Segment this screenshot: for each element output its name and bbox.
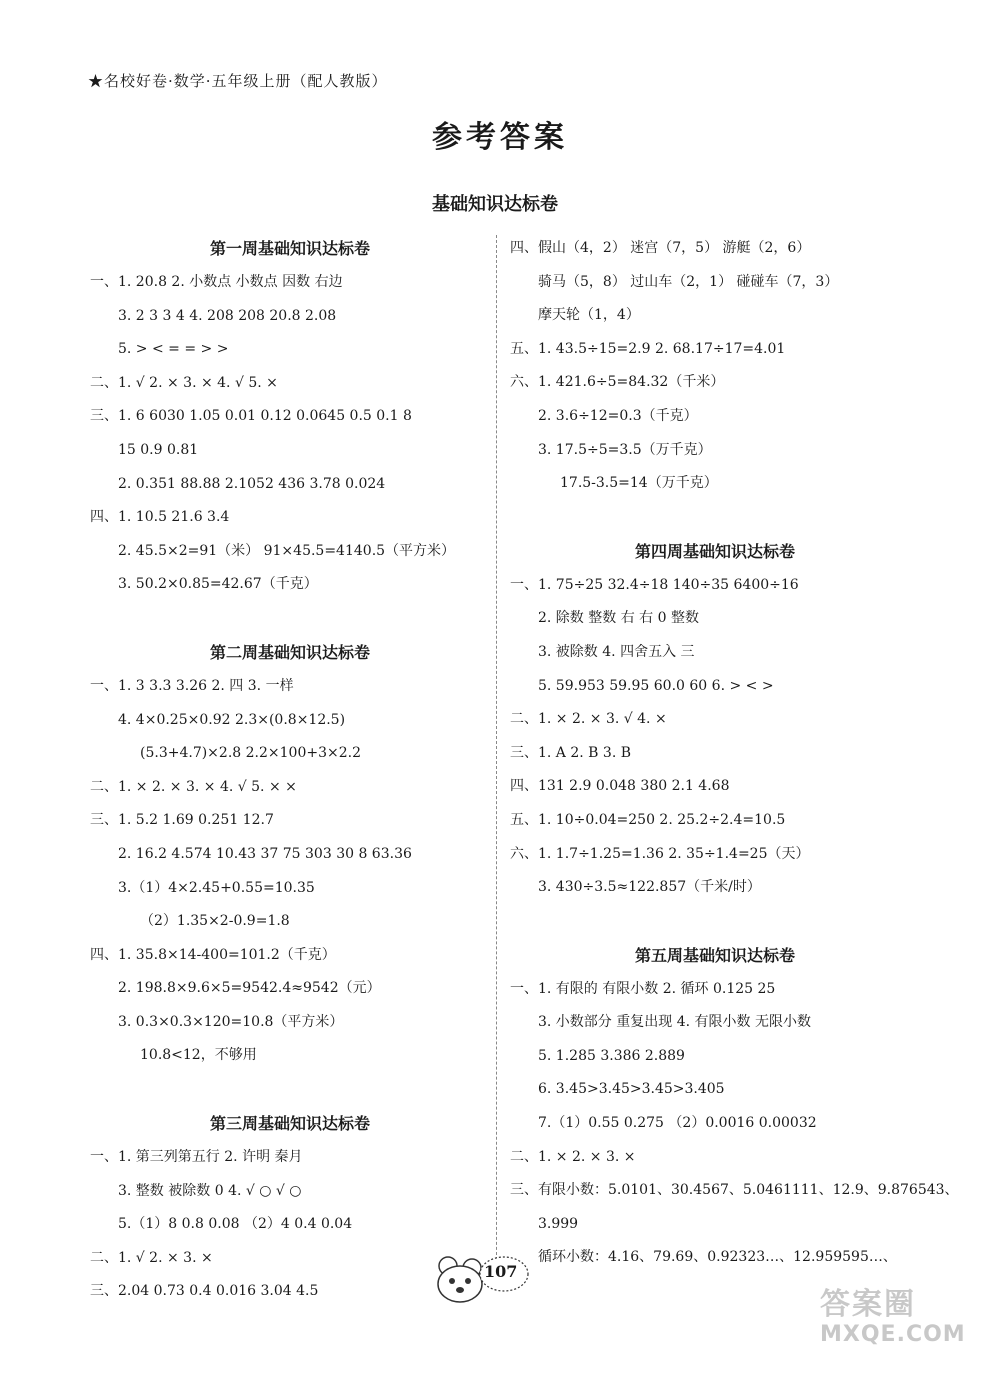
answer-line: 4. 4×0.25×0.92 2.3×(0.8×12.5) [118, 711, 346, 728]
answer-line: 二、1. √ 2. × 3. × 4. √ 5. × [90, 374, 278, 391]
answer-line: 一、1. 3 3.3 3.26 2. 四 3. 一样 [90, 677, 294, 694]
answer-line: 5. > < = = > > [118, 341, 229, 358]
answer-line: 四、假山（4，2） 迷宫（7，5） 游艇（2，6） [510, 240, 811, 256]
answer-line: 四、1. 35.8×14-400=101.2（千克） [90, 946, 336, 963]
answer-line: 2. 45.5×2=91（米） 91×45.5=4140.5（平方米） [118, 542, 456, 559]
answer-line: 三、1. 6 6030 1.05 0.01 0.12 0.0645 0.5 0.1 8 [90, 408, 412, 425]
answer-line: 3. 430÷3.5≈122.857（千米/时） [538, 879, 761, 896]
answer-line: 6. 3.45>3.45>3.45>3.405 [538, 1081, 725, 1098]
answer-line: 五、1. 10÷0.04=250 2. 25.2÷2.4=10.5 [510, 811, 786, 828]
watermark [820, 1287, 966, 1350]
right-column [510, 232, 959, 1275]
answer-line: 二、1. × 2. × 3. √ 4. × [510, 711, 667, 728]
answer-line: 3. 0.3×0.3×120=10.8（平方米） [118, 1013, 344, 1030]
section-title: 第五周基础知识达标卷 [634, 945, 795, 965]
answer-line: 一、1. 有限的 有限小数 2. 循环 0.125 25 [510, 980, 776, 997]
answer-line: 3. 小数部分 重复出现 4. 有限小数 无限小数 [538, 1014, 811, 1031]
answer-line: (5.3+4.7)×2.8 2.2×100+3×2.2 [140, 745, 361, 762]
answer-line: 3. 整数 被除数 0 4. √ ○ √ ○ [118, 1182, 302, 1199]
section-title: 第二周基础知识达标卷 [209, 642, 370, 662]
section-gap [90, 1073, 490, 1107]
answer-line: 7.（1）0.55 0.275 （2）0.0016 0.00032 [538, 1115, 817, 1132]
answer-line: 一、1. 第三列第五行 2. 许明 秦月 [90, 1149, 303, 1166]
answer-line: 骑马（5，8） 过山车（2，1） 碰碰车（7，3） [538, 273, 839, 290]
answer-line: 四、131 2.9 0.048 380 2.1 4.68 [510, 778, 730, 795]
answer-line: 5.（1）8 0.8 0.08 （2）4 0.4 0.04 [118, 1216, 353, 1233]
answer-line: 六、1. 1.7÷1.25=1.36 2. 35÷1.4=25（天） [510, 845, 810, 862]
answer-line: 10.8<12，不够用 [140, 1047, 257, 1064]
answer-line: 六、1. 421.6÷5=84.32（千米） [510, 374, 725, 391]
answer-line: 5. 59.953 59.95 60.0 60 6. > < > [538, 677, 774, 694]
answer-line: 四、1. 10.5 21.6 3.4 [90, 509, 230, 526]
answer-line: （2）1.35×2-0.9=1.8 [140, 913, 290, 930]
answer-line: 3. 被除数 4. 四舍五入 三 [538, 643, 695, 660]
answer-line: 五、1. 43.5÷15=2.9 2. 68.17÷17=4.01 [510, 340, 786, 357]
answer-line: 二、1. √ 2. × 3. × [90, 1249, 213, 1266]
answer-line: 17.5-3.5=14（万千克） [560, 475, 718, 492]
answer-line: 摩天轮（1，4） [538, 307, 640, 324]
answer-line: 三、1. 5.2 1.69 0.251 12.7 [90, 812, 274, 829]
section-title: 第三周基础知识达标卷 [209, 1114, 370, 1134]
page-number: 107 [484, 1262, 518, 1281]
answer-line: 二、1. × 2. × 3. × 4. √ 5. × × [90, 778, 297, 795]
page-subtitle: 基础知识达标卷 [432, 194, 558, 215]
answer-line: 2. 3.6÷12=0.3（千克） [538, 407, 698, 424]
answer-line: 2. 0.351 88.88 2.1052 436 3.78 0.024 [118, 475, 386, 492]
answer-line: 一、1. 75÷25 32.4÷18 140÷35 6400÷16 [510, 576, 799, 593]
answer-line: 15 0.9 0.81 [118, 441, 199, 458]
bear-mascot-icon [420, 1248, 540, 1308]
answer-line: 3. 50.2×0.85=42.67（千克） [118, 576, 318, 593]
page-title: 参考答案 [432, 120, 568, 155]
section-gap [510, 501, 920, 535]
left-column [90, 232, 490, 1309]
watermark-logo: 答案圈 [820, 1287, 916, 1322]
section-title: 第四周基础知识达标卷 [634, 541, 795, 561]
column-divider [496, 235, 497, 1285]
book-header: ★名校好卷·数学·五年级上册（配人教版） [88, 72, 388, 90]
answer-line: 3.（1）4×2.45+0.55=10.35 [118, 879, 315, 896]
section-gap [90, 602, 490, 636]
answer-line: 5. 1.285 3.386 2.889 [538, 1047, 685, 1064]
watermark-url: MXQE.COM [820, 1322, 966, 1347]
answer-line: 三、1. A 2. B 3. B [510, 744, 632, 761]
answer-line: 3.999 [538, 1215, 579, 1232]
answer-line: 循环小数：4.16、79.69、0.92323…、12.959595…、 [538, 1249, 897, 1266]
section-gap [510, 905, 920, 939]
answer-line: 三、有限小数：5.0101、30.4567、5.0461111、12.9、9.876543、 [510, 1182, 959, 1199]
section-title: 第一周基础知识达标卷 [209, 239, 370, 258]
answer-line: 2. 除数 整数 右 右 0 整数 [538, 610, 699, 627]
answer-line: 3. 2 3 3 4 4. 208 208 20.8 2.08 [118, 307, 337, 324]
answer-line: 2. 198.8×9.6×5=9542.4≈9542（元） [118, 980, 381, 997]
answer-line: 2. 16.2 4.574 10.43 37 75 303 30 8 63.36 [118, 845, 412, 862]
answer-line: 三、2.04 0.73 0.4 0.016 3.04 4.5 [90, 1283, 319, 1300]
answer-line: 3. 17.5÷5=3.5（万千克） [538, 441, 712, 458]
answer-line: 二、1. × 2. × 3. × [510, 1148, 636, 1165]
answer-line: 一、1. 20.8 2. 小数点 小数点 因数 右边 [90, 274, 343, 290]
